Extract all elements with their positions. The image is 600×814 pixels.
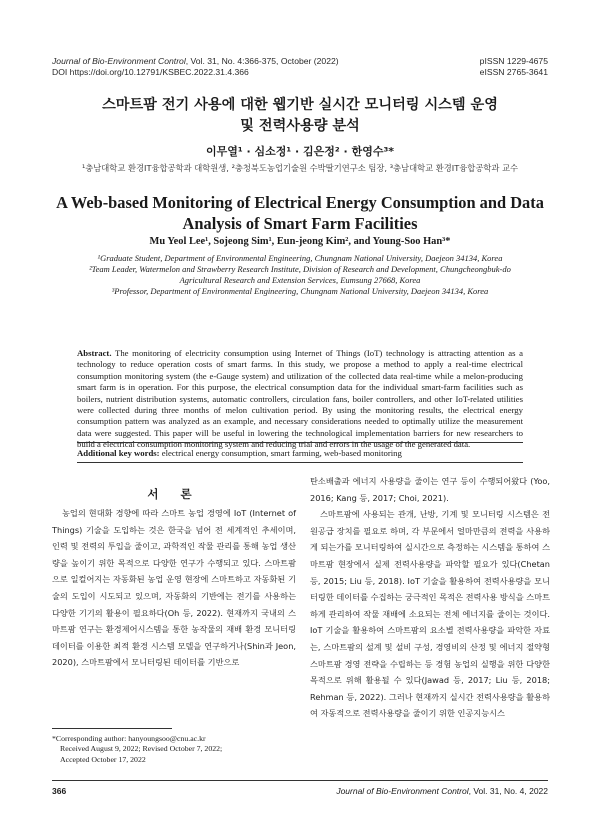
english-title-line2: Analysis of Smart Farm Facilities: [182, 214, 418, 233]
abstract: [77, 348, 523, 451]
english-affiliations: [30, 253, 570, 297]
footer-divider: [52, 780, 548, 781]
pissn: pISSN 1229-4675: [479, 56, 548, 66]
accepted-date: Accepted October 17, 2022: [60, 754, 146, 764]
english-authors: Mu Yeol Lee¹, Sojeong Sim¹, Eun-jeong Kim², and Young-Soo Han³*: [149, 236, 451, 247]
intro-paragraph: 스마트팜에 사용되는 관개, 난방, 기계 및 모니터링 시스템은 전원공급 장치를 필요로 하며, 각 부문에서 얼마만큼의 전력을 사용하게 되는가를 모니터링하여 실시간으로 측정하는 시스템을 통하여 스마트팜 현장에서 실제 전력사용량을 파악할 필요가 있다(Chetan 등, 2015; Liu 등, 2018). IoT 기술을 활용하여 전력사용량을 모니터링한 데이터를 수집하는 궁극적인 목적은 전력사용 방식을 스마트하게 관리하여 작물 재배에 소요되는 전체 에너지를 줄이는 것이다. IoT 기술을 활용하여 스마트팜의 요소별 전력사용량을 파악한 자료는, 스마트팜의 설계 및 설비 구성, 경영비의 산정 및 에너지 절약형 스마트팜 경영 전략을 수립하는 등 경험 농업의 실행을 위한 다양한 목적으로 위해 활용될 수 있다(Jawad 등, 2017; Liu 등, 2018; Rehman 등, 2022). 그러나 현재까지 실시간 전력사용량을 활용하여 자동적으로 전력사용량을 줄이기 위한 인공지능시스: [310, 509, 550, 719]
abstract-label: Abstract.: [77, 348, 112, 358]
intro-paragraph: 탄소배출과 에너지 사용량을 줄이는 연구 등이 수행되어왔다 (Yoo, 2016; Kang 등, 2017; Choi, 2021).: [310, 476, 550, 503]
korean-title: [0, 95, 600, 137]
corresponding-author: *Corresponding author: hanyoungsoo@cnu.ac.kr: [52, 734, 206, 743]
footer-journal: [336, 786, 548, 796]
keywords-label: Additional key words:: [77, 448, 160, 458]
affiliation-1: ¹Graduate Student, Department of Environmental Engineering, Chungnam National University, Daejeon 34134, Korea: [97, 253, 503, 263]
issn-block: [480, 56, 548, 78]
affiliation-3: ³Professor, Department of Environmental Engineering, Chungnam National University, Daejeon 34134, Korea: [111, 286, 489, 296]
divider-top: [77, 442, 523, 443]
korean-affiliations: ¹충남대학교 환경IT융합공학과 대학원생, ²충청북도농업기술원 수박딸기연구소 팀장, ³충남대학교 환경IT융합공학과 교수: [81, 163, 519, 173]
keywords: [77, 448, 523, 458]
abstract-text: The monitoring of electricity consumption using Internet of Things (IoT) technology is attracting attention as a technology to reduce operation costs of smart farms. In this study, we propose a method to apply a real-time electrical consumption monitoring system (the e-Gauge system) and utilization of the collected data real-time while a melon-producing smart farm is in operation. For this purpose, the electrical consumption data for the individual smart-farm facilities such as boilers, nutrient distribution systems, automatic controllers, circulation fans, boiler controllers, and other IoT-related utilities were collected during three months of melon cultivation period. By using the monitoring results, the electrical energy consumption pattern was analyzed as an example, and necessary considerations needed to optimally utilize the measurement data were suggested. This paper will be useful in lowering the technological implementation barriers for new researchers to build a electrical consumption monitoring system and reducing trial and errors in the usage of the generated data.: [77, 348, 523, 450]
divider-bottom: [77, 462, 523, 463]
doi: DOI https://doi.org/10.12791/KSBEC.2022.31.4.366: [52, 67, 249, 77]
intro-right-column: [310, 473, 550, 722]
eissn: eISSN 2765-3641: [479, 67, 548, 77]
received-dates: Received August 9, 2022; Revised October 7, 2022;: [60, 744, 223, 754]
intro-paragraph: 농업의 현대화 경향에 따라 스마트 농업 경영에 IoT (Internet of Things) 기술을 도입하는 것은 한국을 넘어 전 세계적인 추세이며, 인력 및 전력의 투입을 줄이고, 과학적인 작물 관리를 통해 농업 생산량을 높이기 위한 목적으로 다양한 연구가 수행되고 있다. 스마트팜으로 일컬어지는 자동화된 농업 운영 현장에 스마트하고 자동화된 기술의 도입이 시도되고 있으며, 자동화의 기반에는 전기를 사용하는 다양한 기기의 활용이 필요하다(Oh 등, 2022). 현재까지 국내의 스마트팜 연구는 환경제어시스템을 통한 농작물의 재배 환경 모니터링 데이터를 이용한 최적 환경 시스템 모델을 연구하거나(Shin과 Jeon, 2020), 스마트팜에서 모니터링된 데이터를 기반으로: [52, 508, 296, 668]
footnote-divider: [52, 728, 172, 729]
journal-name: Journal of Bio-Environment Control: [52, 56, 186, 66]
citation: , Vol. 31, No. 4:366-375, October (2022): [185, 56, 339, 66]
footer-journal-name: Journal of Bio-Environment Control: [336, 786, 469, 796]
journal-header: [52, 56, 339, 78]
english-title: [0, 192, 600, 234]
english-title-line1: A Web-based Monitoring of Electrical Energy Consumption and Data: [56, 193, 544, 212]
intro-left-column: [52, 505, 296, 671]
korean-title-line2: 및 전력사용량 분석: [240, 118, 360, 134]
affiliation-2b: Agricultural Research and Extension Services, Eumsung 27668, Korea: [179, 275, 421, 285]
footnote: [52, 734, 296, 765]
affiliation-2a: ²Team Leader, Watermelon and Strawberry Research Institute, Division of Research and Development, Chungcheongbuk-do: [89, 264, 511, 274]
section-heading: 서 론: [147, 487, 201, 501]
keywords-text: electrical energy consumption, smart farming, web-based monitoring: [159, 448, 402, 458]
footer-citation: , Vol. 31, No. 4, 2022: [468, 786, 548, 796]
page-number: 366: [52, 786, 67, 796]
korean-title-line1: 스마트팜 전기 사용에 대한 웹기반 실시간 모니터링 시스템 운영: [102, 97, 498, 113]
korean-authors: 이무열¹ · 심소정¹ · 김은정² · 한영수³*: [205, 145, 395, 158]
